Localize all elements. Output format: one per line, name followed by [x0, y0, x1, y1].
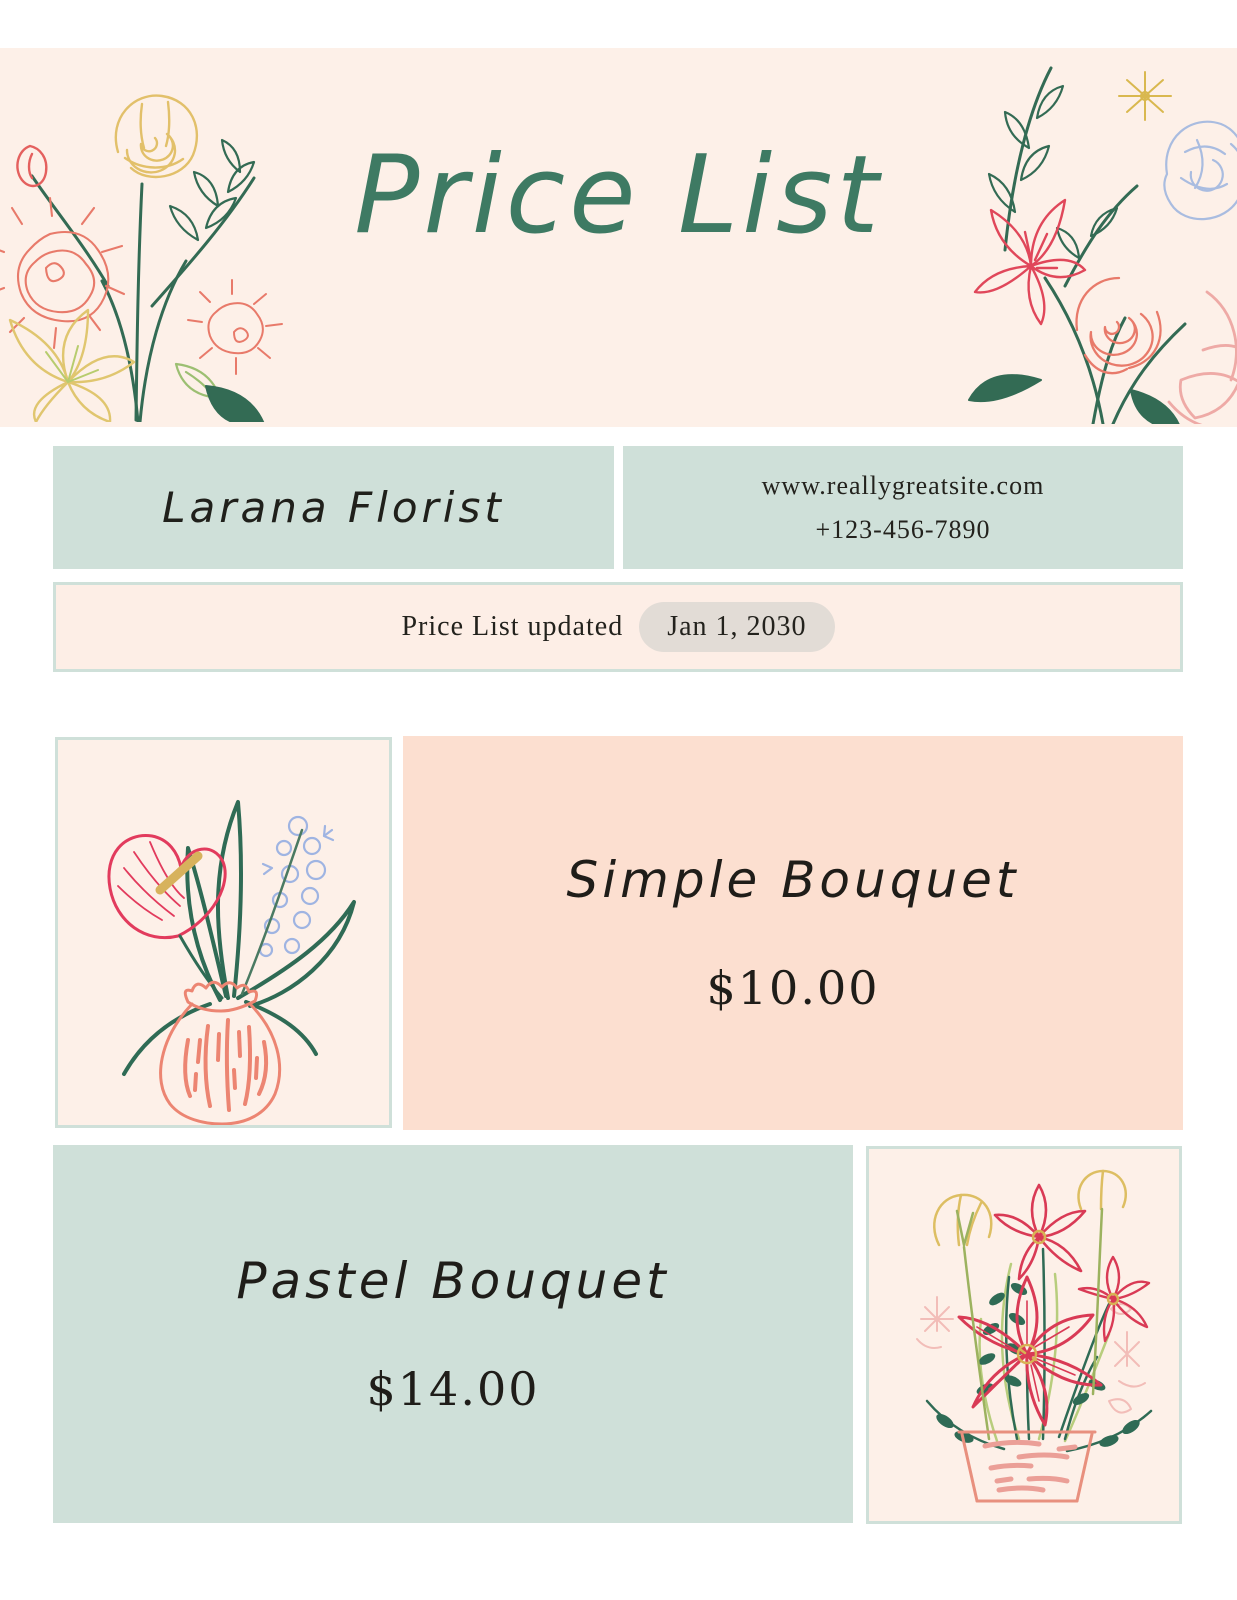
lily-pot-illustration	[869, 1149, 1179, 1521]
pastel-bouquet-panel	[53, 1145, 853, 1523]
website-text: www.reallygreatsite.com	[761, 470, 1045, 500]
pink-petals	[1169, 292, 1237, 424]
anthurium-vase-illustration	[58, 740, 389, 1125]
pot-hatching	[985, 1442, 1075, 1490]
red-lily-right	[1079, 1257, 1149, 1341]
update-date-pill: Jan 1, 2030	[639, 602, 834, 652]
dark-green-leaf	[206, 386, 264, 422]
update-bar	[53, 582, 1183, 672]
page-title: Price List	[354, 133, 883, 258]
product-price-pastel-bouquet: $14.00	[366, 1362, 540, 1416]
simple-bouquet-image-card	[55, 737, 392, 1128]
phone-text: +123-456-7890	[815, 514, 991, 544]
pastel-bouquet-image-card	[866, 1146, 1182, 1524]
product-name-pastel-bouquet: Pastel Bouquet	[236, 1252, 670, 1310]
hyacinth-stem	[242, 830, 302, 994]
product-price-simple-bouquet: $10.00	[706, 961, 880, 1015]
simple-bouquet-panel	[403, 736, 1183, 1130]
leafy-stems	[927, 1249, 1151, 1451]
business-name-box	[53, 446, 614, 569]
update-label: Price List updated	[401, 611, 624, 642]
banner-right-bouquet-illustration	[945, 52, 1237, 424]
hyacinth	[260, 817, 333, 956]
yellow-starburst	[1119, 72, 1171, 120]
red-lily	[975, 200, 1085, 324]
coral-chrysanthemum-small	[188, 280, 282, 374]
blue-peony	[1164, 122, 1237, 219]
banner	[0, 48, 1237, 427]
product-name-simple-bouquet: Simple Bouquet	[566, 851, 1020, 909]
dark-green-leaves	[969, 375, 1181, 424]
contact-box	[623, 446, 1183, 569]
coral-rose	[1076, 278, 1160, 373]
business-name: Larana Florist	[162, 483, 505, 532]
